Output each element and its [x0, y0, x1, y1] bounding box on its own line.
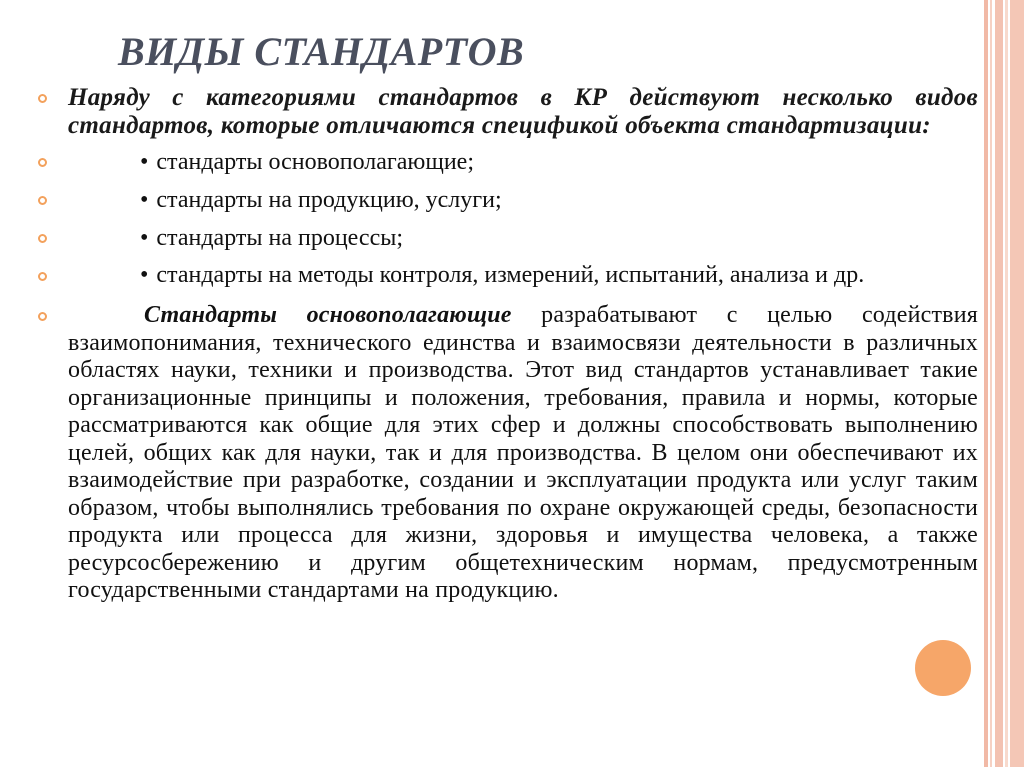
decor-stripe [990, 0, 992, 767]
list-item [38, 260, 978, 290]
intro-text: Наряду с категориями стандартов в КР действуют несколько видов стандартов, которые отличаются спецификой объекта стандартизации: [68, 84, 978, 139]
ring-bullet-icon [38, 94, 47, 103]
list-item [38, 222, 978, 254]
list-item [38, 146, 978, 178]
decor-circle [915, 640, 971, 696]
ring-bullet-icon [38, 272, 47, 281]
body-paragraph [38, 302, 978, 605]
list-item [38, 184, 978, 216]
list-item-label: стандарты на процессы; [156, 225, 404, 251]
ring-bullet-icon [38, 312, 47, 321]
paragraph-text: разрабатывают с целью содействия взаимопонимания, технического единства и взаимосвязи деятельности в различных областях науки, техники и производства. Этот вид стандартов устанавливает такие организационные принципы и положения, требования, правила и нормы, которые рассматриваются как общие для этих сфер и должны способствовать выполнению целей, общих как для науки, так и для производства. В целом они обеспечивают их взаимодействие при разработке, создании и эксплуатации продукта или услуг таким образом, чтобы выполнялись требования по охране окружающей среды, безопасности продукта или процесса для жизни, здоровья и имущества человека, а также ресурсосбережению и другим общетехническим нормам, предусмотренным государственными стандартами на продукцию. [68, 302, 978, 603]
slide-title: ВИДЫ СТАНДАРТОВ [118, 29, 525, 74]
intro-item [38, 84, 978, 140]
decor-stripe [995, 0, 1003, 767]
ring-bullet-icon [38, 196, 47, 205]
list-dot: • [140, 149, 149, 175]
slide-content [38, 84, 978, 605]
list-item-label: стандарты на продукцию, услуги; [156, 187, 502, 213]
list-dot: • [140, 262, 149, 288]
list-dot: • [140, 187, 149, 213]
list-item-label: стандарты на методы контроля, измерений, испытаний, анализа и др. [156, 262, 865, 288]
list-dot: • [140, 225, 149, 251]
decor-stripe [1010, 0, 1024, 767]
list-item-label: стандарты основополагающие; [156, 149, 474, 175]
decor-stripe [1005, 0, 1008, 767]
ring-bullet-icon [38, 234, 47, 243]
ring-bullet-icon [38, 158, 47, 167]
decor-stripe [984, 0, 988, 767]
paragraph-lead: Стандарты основополагающие [144, 302, 512, 328]
